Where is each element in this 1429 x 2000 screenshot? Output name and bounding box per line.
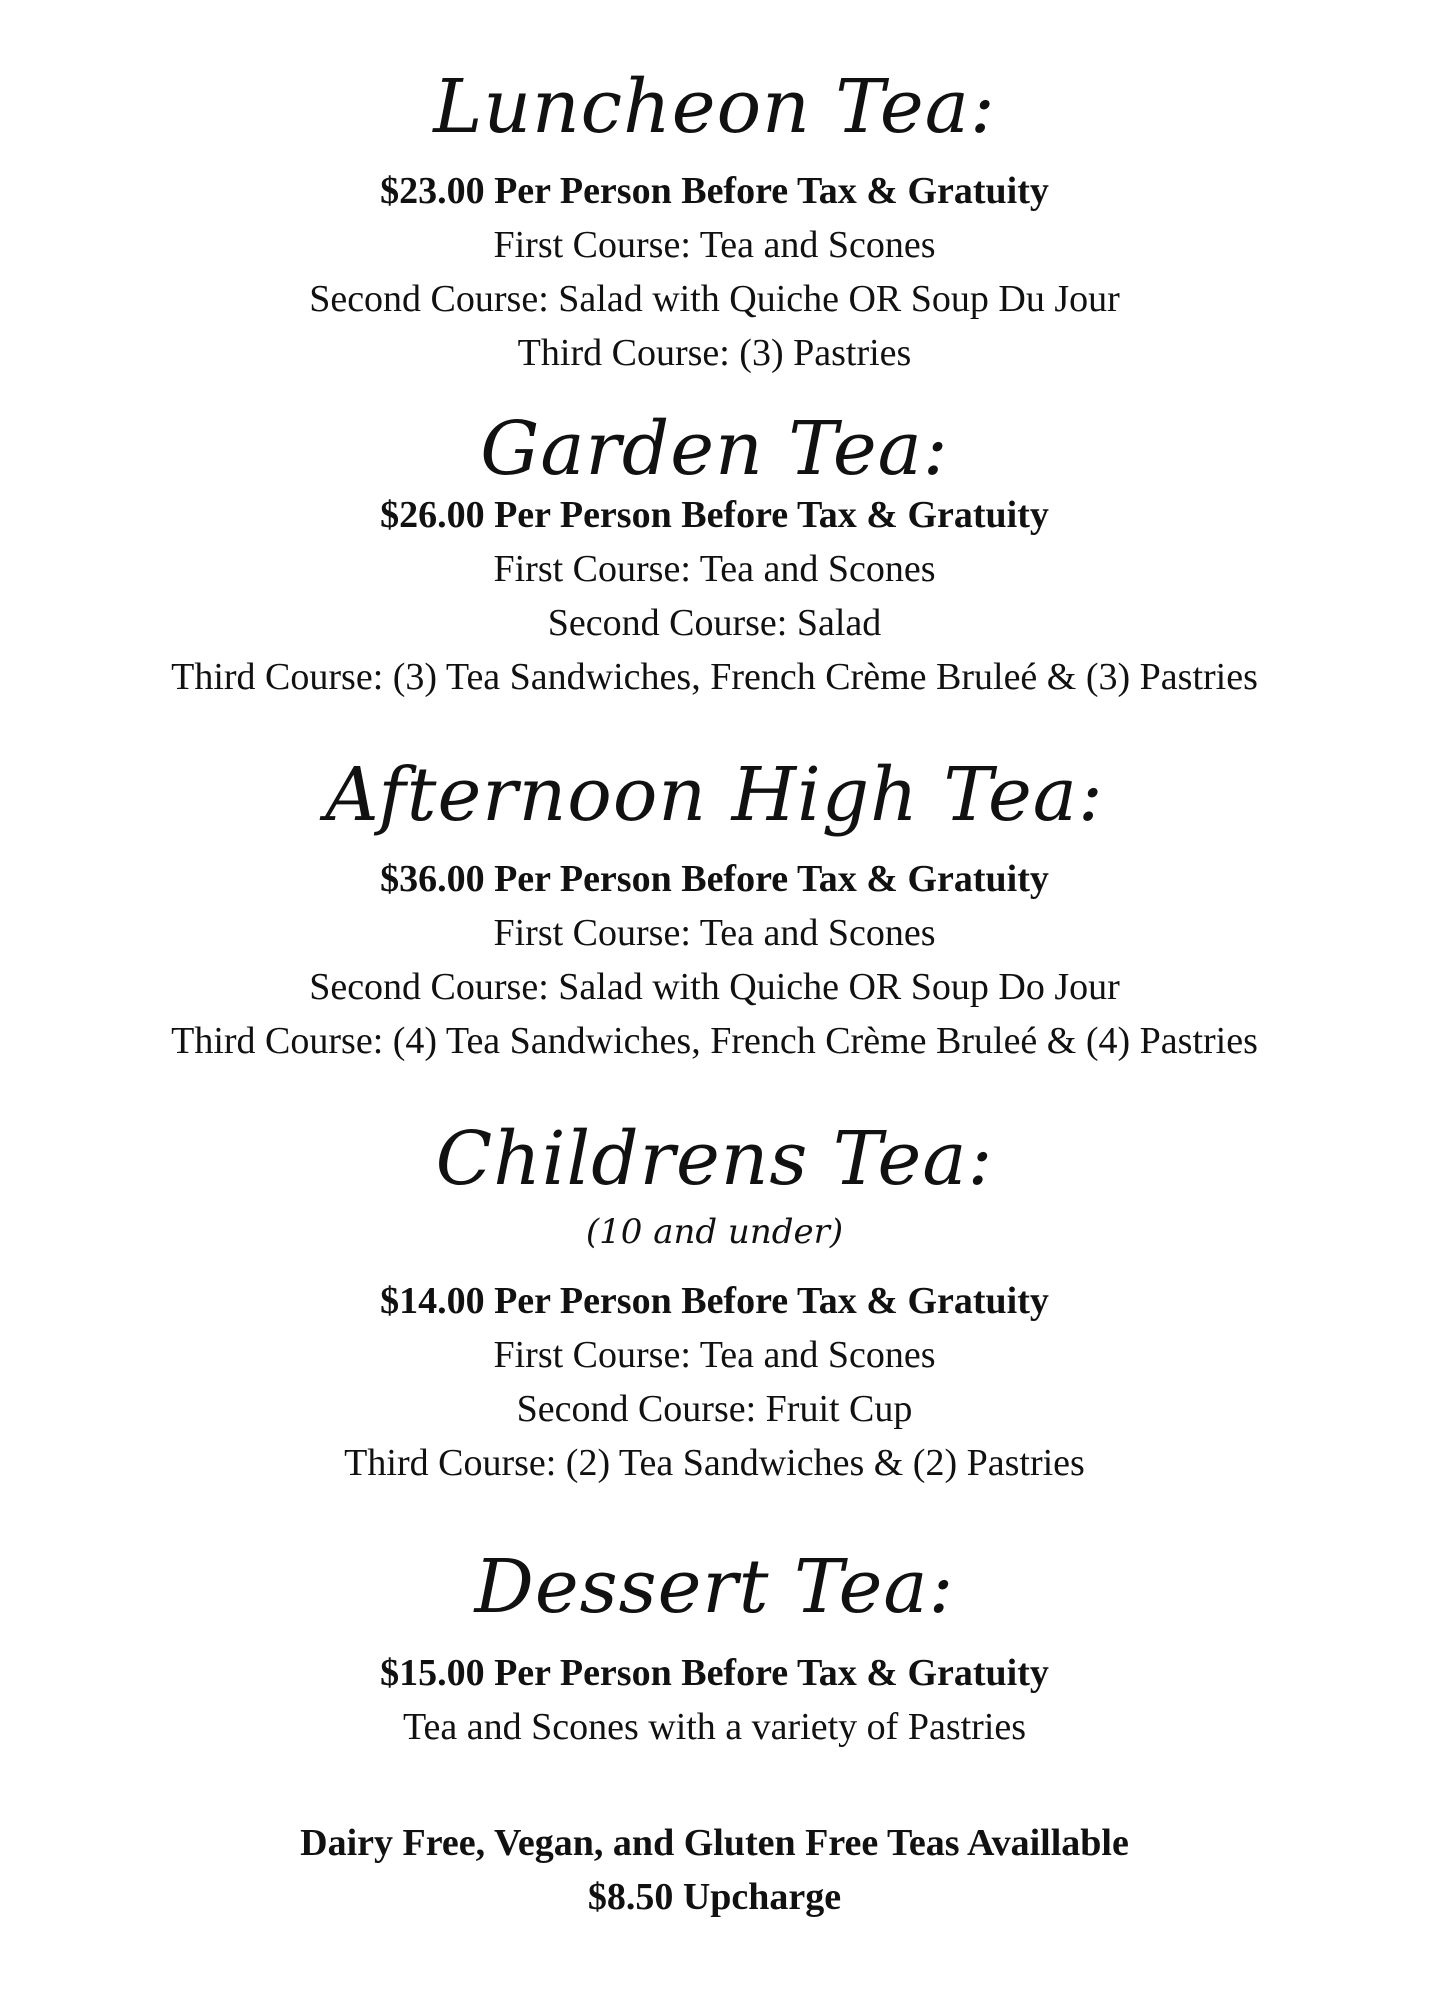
afternoon-tea-section	[0, 752, 1429, 838]
dessert-tea-title: Dessert Tea:	[474, 1544, 955, 1630]
dessert-tea-description: Tea and Scones with a variety of Pastries	[402, 1706, 1027, 1748]
childrens-tea-course-2: Second Course: Fruit Cup	[516, 1388, 913, 1430]
garden-tea-details	[0, 488, 1429, 704]
childrens-tea-subtitle: (10 and under)	[585, 1212, 844, 1252]
garden-tea-course-3: Third Course: (3) Tea Sandwiches, French Crème Bruleé & (3) Pastries	[171, 656, 1258, 698]
garden-tea-title: Garden Tea:	[480, 406, 949, 492]
dessert-tea-price: $15.00 Per Person Before Tax & Gratuity	[380, 1652, 1049, 1694]
dietary-note	[0, 1816, 1429, 1924]
luncheon-tea-course-3: Third Course: (3) Pastries	[517, 332, 912, 374]
garden-tea-course-1: First Course: Tea and Scones	[493, 548, 936, 590]
childrens-tea-title: Childrens Tea:	[435, 1116, 994, 1202]
afternoon-tea-course-1: First Course: Tea and Scones	[493, 912, 936, 954]
afternoon-tea-title: Afternoon High Tea:	[325, 752, 1104, 838]
luncheon-tea-course-1: First Course: Tea and Scones	[493, 224, 936, 266]
upcharge-text: $8.50 Upcharge	[587, 1876, 842, 1918]
childrens-tea-price: $14.00 Per Person Before Tax & Gratuity	[380, 1280, 1049, 1322]
luncheon-tea-title: Luncheon Tea:	[433, 64, 996, 150]
garden-tea-course-2: Second Course: Salad	[547, 602, 882, 644]
afternoon-tea-details	[0, 852, 1429, 1068]
luncheon-tea-price: $23.00 Per Person Before Tax & Gratuity	[380, 170, 1049, 212]
dietary-options-text: Dairy Free, Vegan, and Gluten Free Teas Availlable	[300, 1822, 1129, 1864]
childrens-tea-details	[0, 1274, 1429, 1490]
garden-tea-price: $26.00 Per Person Before Tax & Gratuity	[380, 494, 1049, 536]
childrens-tea-age-note	[0, 1212, 1429, 1252]
dessert-tea-details	[0, 1646, 1429, 1754]
luncheon-tea-details	[0, 164, 1429, 380]
luncheon-tea-section	[0, 64, 1429, 150]
afternoon-tea-price: $36.00 Per Person Before Tax & Gratuity	[380, 858, 1049, 900]
childrens-tea-course-3: Third Course: (2) Tea Sandwiches & (2) Pastries	[344, 1442, 1085, 1484]
luncheon-tea-course-2: Second Course: Salad with Quiche OR Soup Du Jour	[309, 278, 1120, 320]
afternoon-tea-course-3: Third Course: (4) Tea Sandwiches, French Crème Bruleé & (4) Pastries	[171, 1020, 1258, 1062]
afternoon-tea-course-2: Second Course: Salad with Quiche OR Soup Do Jour	[309, 966, 1120, 1008]
garden-tea-section	[0, 406, 1429, 492]
childrens-tea-section	[0, 1116, 1429, 1202]
dessert-tea-section	[0, 1544, 1429, 1630]
childrens-tea-course-1: First Course: Tea and Scones	[493, 1334, 936, 1376]
